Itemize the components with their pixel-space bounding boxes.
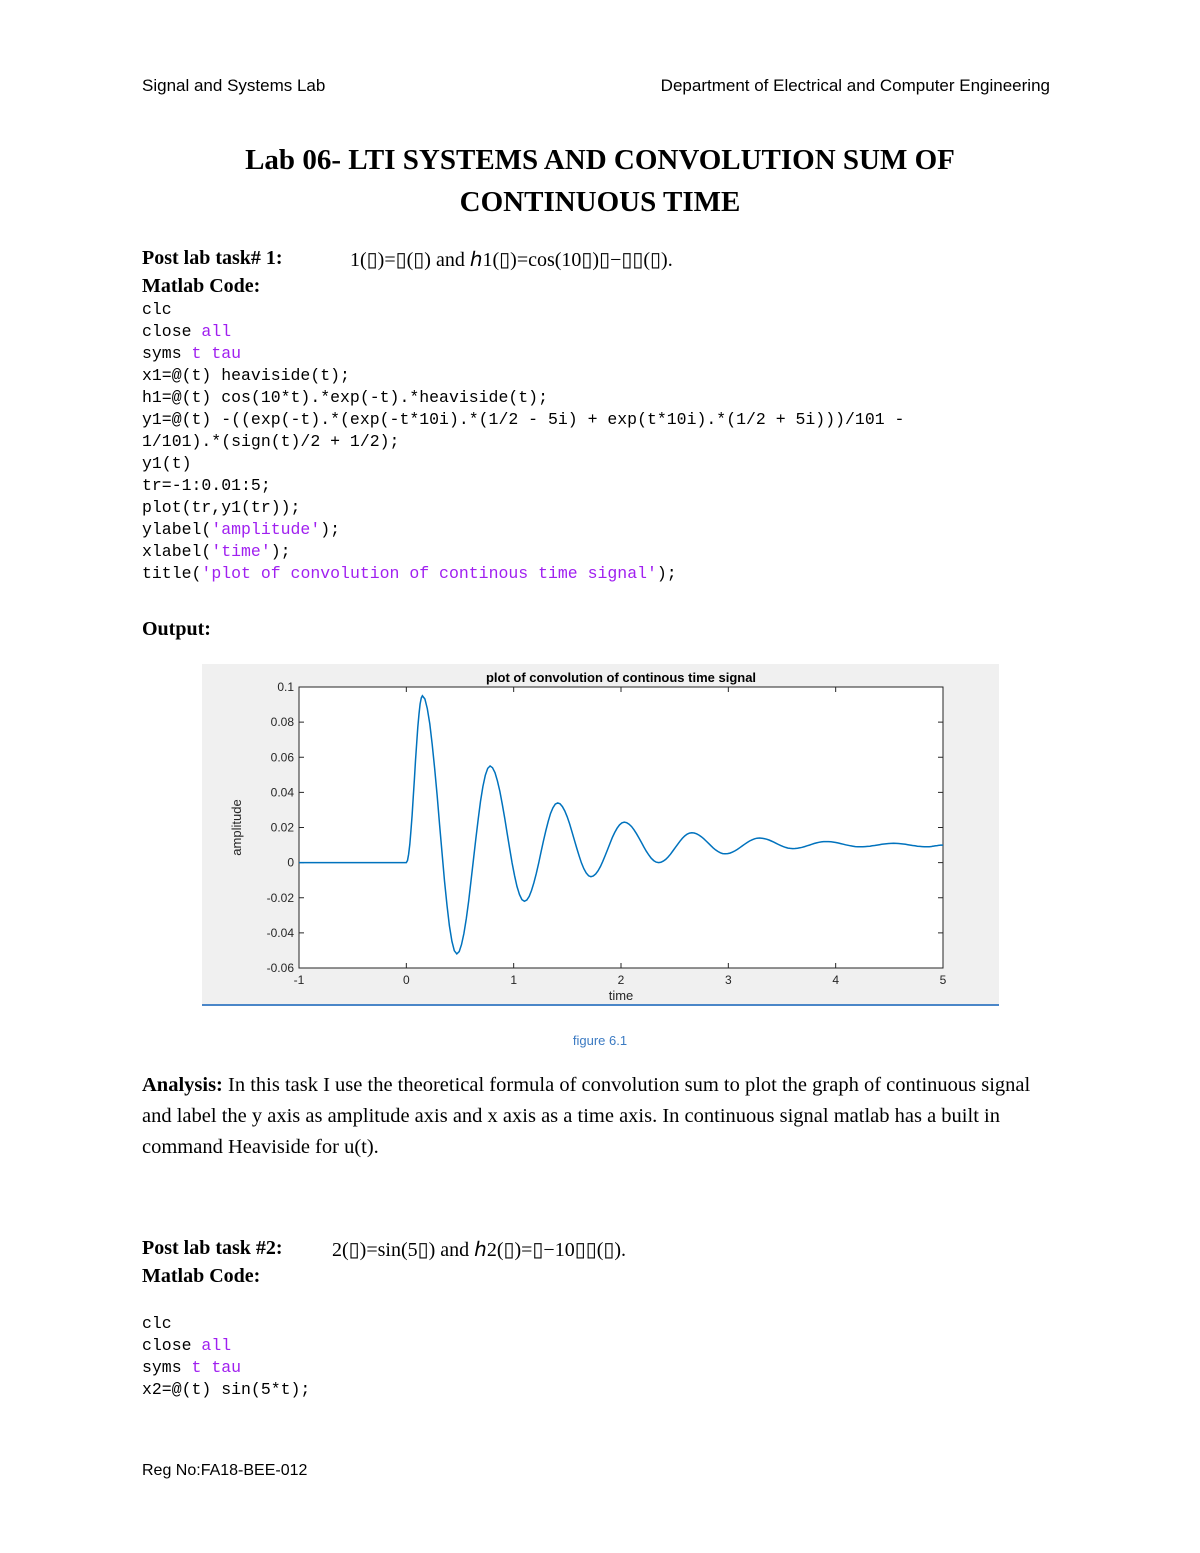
task1-code-block xyxy=(142,299,904,585)
x-tick-label: 5 xyxy=(939,973,947,987)
y-tick-label: 0 xyxy=(287,855,294,870)
code-line xyxy=(142,387,904,409)
code-line xyxy=(142,475,904,497)
code-line xyxy=(142,431,904,453)
task2-code-label: Matlab Code: xyxy=(142,1265,261,1287)
y-tick-label: -0.06 xyxy=(266,961,294,975)
x-tick-label: -1 xyxy=(293,973,305,987)
code-text: clc xyxy=(142,1314,172,1333)
task1-code-label: Matlab Code: xyxy=(142,275,261,297)
code-text: plot(tr,y1(tr)); xyxy=(142,498,301,517)
figure-caption: figure 6.1 xyxy=(572,1033,628,1048)
code-text: close xyxy=(142,1336,202,1355)
code-line xyxy=(142,1357,310,1379)
chart-title: plot of convolution of continous time signal xyxy=(485,670,757,685)
code-line xyxy=(142,321,904,343)
code-line xyxy=(142,453,904,475)
header-department: Department of Electrical and Computer Engineering xyxy=(660,76,1050,95)
code-keyword: t tau xyxy=(191,344,242,363)
code-text: ylabel( xyxy=(142,520,212,539)
footer-reg-no: Reg No:FA18-BEE-012 xyxy=(142,1462,308,1479)
x-tick-label: 1 xyxy=(510,973,518,987)
x-tick-label: 2 xyxy=(617,973,625,987)
code-text: tr=-1:0.01:5; xyxy=(142,476,271,495)
code-line xyxy=(142,299,904,321)
analysis-paragraph xyxy=(142,1070,1062,1163)
code-text: syms xyxy=(142,1358,192,1377)
code-keyword: all xyxy=(201,322,232,341)
x-axis-label: time xyxy=(608,988,634,1003)
code-text: close xyxy=(142,322,202,341)
code-text: clc xyxy=(142,300,172,319)
code-line xyxy=(142,343,904,365)
task2-code-block xyxy=(142,1313,310,1401)
y-axis-label: amplitude xyxy=(229,799,244,856)
code-line xyxy=(142,1379,310,1401)
code-line xyxy=(142,409,904,431)
code-text: x2=@(t) sin(5*t); xyxy=(142,1380,311,1399)
code-text: 1/101).*(sign(t)/2 + 1/2); xyxy=(142,432,400,451)
y-tick-label: -0.02 xyxy=(266,890,294,905)
code-text: ); xyxy=(270,542,291,561)
header-course: Signal and Systems Lab xyxy=(142,76,326,95)
code-keyword: 'time' xyxy=(211,542,271,561)
task2-label: Post lab task #2: xyxy=(142,1237,283,1259)
task1-formula: 1(▯)=▯(▯) and ℎ1(▯)=cos(10▯)▯−▯▯(▯). xyxy=(350,249,673,271)
y-tick-label: -0.04 xyxy=(266,925,294,940)
x-tick-label: 0 xyxy=(402,973,410,987)
matlab-figure xyxy=(202,664,999,1006)
code-text: xlabel( xyxy=(142,542,212,561)
code-keyword: 'amplitude' xyxy=(211,520,321,539)
code-keyword: all xyxy=(201,1336,232,1355)
page-title-line1: Lab 06- LTI SYSTEMS AND CONVOLUTION SUM OF xyxy=(245,144,955,176)
x-tick-label: 4 xyxy=(832,973,840,987)
code-text: y1=@(t) -((exp(-t).*(exp(-t*10i).*(1/2 - 5i) + exp(t*10i).*(1/2 + 5i)))/101 - xyxy=(142,410,905,429)
task2-formula: 2(▯)=sin(5▯) and ℎ2(▯)=▯−10▯▯(▯). xyxy=(332,1239,627,1261)
code-text: title( xyxy=(142,564,202,583)
code-line xyxy=(142,497,904,519)
page-title-line2: CONTINUOUS TIME xyxy=(459,186,741,218)
code-text: syms xyxy=(142,344,192,363)
y-tick-label: 0.02 xyxy=(270,820,294,835)
plot-area xyxy=(299,687,943,968)
code-line xyxy=(142,563,904,585)
output-label: Output: xyxy=(142,618,211,640)
x-tick-label: 3 xyxy=(724,973,732,987)
code-line xyxy=(142,541,904,563)
convolution-plot xyxy=(202,664,999,1004)
code-text: x1=@(t) heaviside(t); xyxy=(142,366,350,385)
analysis-text: In this task I use the theoretical formula of convolution sum to plot the graph of continuous signal and label the y axis as amplitude axis and x axis as a time axis. In continuous signal matlab has a built in command Heaviside for u(t). xyxy=(142,1074,1031,1158)
code-keyword: t tau xyxy=(191,1358,242,1377)
code-line xyxy=(142,365,904,387)
y-tick-label: 0.1 xyxy=(277,680,294,694)
code-keyword: 'plot of convolution of continous time signal' xyxy=(201,564,657,583)
analysis-label: Analysis: xyxy=(142,1074,223,1096)
task1-label: Post lab task# 1: xyxy=(142,247,283,269)
y-tick-label: 0.06 xyxy=(270,750,294,765)
code-text: y1(t) xyxy=(142,454,192,473)
code-text: h1=@(t) cos(10*t).*exp(-t).*heaviside(t); xyxy=(142,388,548,407)
code-line xyxy=(142,519,904,541)
code-text: ); xyxy=(320,520,341,539)
code-line xyxy=(142,1335,310,1357)
y-tick-label: 0.04 xyxy=(270,785,294,800)
y-tick-label: 0.08 xyxy=(270,715,294,730)
code-text: ); xyxy=(656,564,677,583)
code-line xyxy=(142,1313,310,1335)
